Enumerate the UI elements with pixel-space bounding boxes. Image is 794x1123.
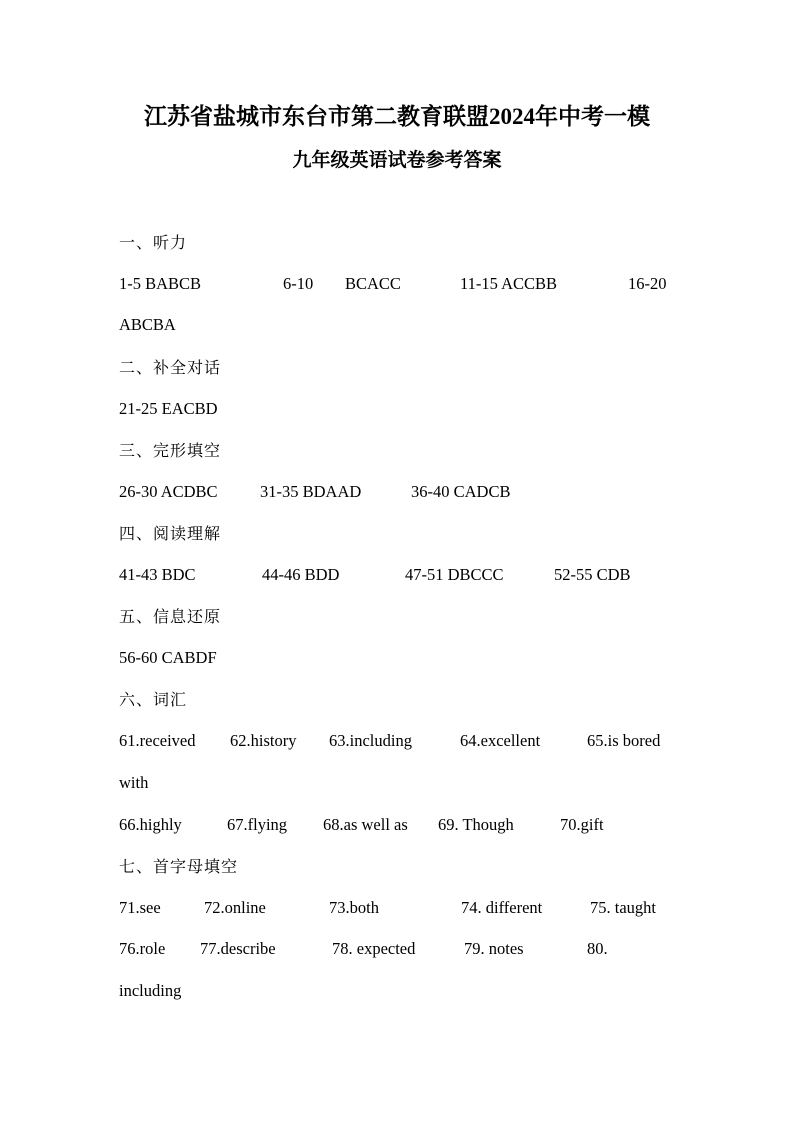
answer-item: 64.excellent <box>460 731 541 750</box>
dialogue-answers-row: 21-25 EACBD <box>119 399 218 418</box>
answer-item: 67.flying <box>227 815 288 834</box>
answer-item: 72.online <box>204 898 266 917</box>
vocabulary-answers-row-2 <box>119 814 619 836</box>
answer-group: 47-51 DBCCC <box>405 565 504 584</box>
listening-answers-row <box>119 273 679 295</box>
answer-item: 66.highly <box>119 815 182 834</box>
info-restore-answers-row: 56-60 CABDF <box>119 648 217 667</box>
cloze-answers-row <box>119 481 539 503</box>
answer-group: 26-30 ACDBC <box>119 482 218 501</box>
answer-group: 11-15 ACCBB <box>460 274 558 293</box>
answer-item: 77.describe <box>200 939 276 958</box>
section-heading-cloze: 三、完形填空 <box>119 441 222 460</box>
answer-item: 65.is bored <box>587 731 661 750</box>
answer-group: 36-40 CADCB <box>411 482 511 501</box>
section-heading-reading: 四、阅读理解 <box>119 524 222 543</box>
answer-item: 80. <box>587 939 608 958</box>
answer-item: 69. Though <box>438 815 514 834</box>
answer-group: 44-46 BDD <box>262 565 340 584</box>
initial-letter-answers-row-2 <box>119 938 639 960</box>
reading-answers-row <box>119 564 659 586</box>
answer-group-values: BCACC <box>345 274 401 293</box>
section-heading-listening: 一、听力 <box>119 233 188 252</box>
answer-item: 78. expected <box>332 939 416 958</box>
answer-group-range: 6-10 <box>283 274 314 293</box>
section-heading-dialogue: 二、补全对话 <box>119 358 222 377</box>
section-heading-initial-letter: 七、首字母填空 <box>119 857 239 876</box>
answer-item: 76.role <box>119 939 166 958</box>
answer-item: 61.received <box>119 731 196 750</box>
vocabulary-answers-continued: with <box>119 773 149 792</box>
initial-letter-answers-row-1 <box>119 897 679 919</box>
vocabulary-answers-row-1 <box>119 730 679 752</box>
answer-item: 71.see <box>119 898 161 917</box>
answer-item: 68.as well as <box>323 815 408 834</box>
section-heading-info-restore: 五、信息还原 <box>119 607 222 626</box>
answer-item: 74. different <box>461 898 543 917</box>
document-title: 江苏省盐城市东台市第二教育联盟2024年中考一模 <box>144 104 650 129</box>
answer-item: 62.history <box>230 731 297 750</box>
document-subtitle: 九年级英语试卷参考答案 <box>292 150 502 171</box>
listening-answers-continued: ABCBA <box>119 315 176 334</box>
section-heading-vocabulary: 六、词汇 <box>119 690 188 709</box>
answer-item: 70.gift <box>560 815 604 834</box>
answer-item: 79. notes <box>464 939 524 958</box>
answer-group-range: 16-20 <box>628 274 667 293</box>
initial-letter-answers-continued: including <box>119 981 182 1000</box>
answer-group: 52-55 CDB <box>554 565 631 584</box>
answer-item: 75. taught <box>590 898 656 917</box>
answer-group: 41-43 BDC <box>119 565 196 584</box>
answer-item: 73.both <box>329 898 379 917</box>
answer-item: 63.including <box>329 731 412 750</box>
answer-group: 31-35 BDAAD <box>260 482 362 501</box>
answer-group: 1-5 BABCB <box>119 274 202 293</box>
